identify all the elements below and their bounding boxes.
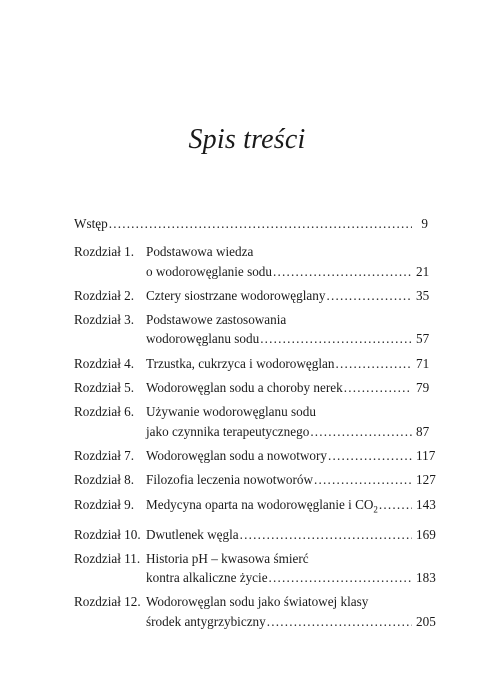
toc-entry-label: Rozdział 12. bbox=[74, 594, 141, 610]
dot-leader bbox=[267, 612, 412, 631]
toc-entry-page: 183 bbox=[416, 570, 436, 586]
toc-entry-page: 117 bbox=[416, 447, 436, 463]
toc-entry-title: Filozofia leczenia nowotworów bbox=[146, 472, 313, 488]
dot-leader bbox=[314, 470, 412, 489]
toc-line bbox=[74, 470, 436, 489]
toc-line bbox=[74, 378, 428, 397]
toc-entry-chapter-4[interactable] bbox=[74, 354, 428, 373]
dot-leader bbox=[326, 286, 412, 305]
toc-line bbox=[146, 568, 436, 587]
toc-entry-title: Cztery siostrzane wodorowęglany bbox=[146, 287, 326, 303]
toc-entry-chapter-3[interactable] bbox=[74, 310, 428, 349]
toc-line bbox=[146, 262, 428, 281]
toc-entry-label: Rozdział 2. bbox=[74, 287, 135, 303]
subscript-2: 2 bbox=[373, 504, 378, 515]
toc-entry-title: środek antygrzybiczny bbox=[146, 613, 266, 629]
page-title: Spis treści bbox=[188, 124, 306, 155]
toc-line bbox=[74, 495, 436, 520]
toc-line bbox=[74, 354, 428, 373]
toc-entry-title-text: Medycyna oparta na wodorowęglanie i CO bbox=[146, 496, 374, 512]
toc-entry-title: jako czynnika terapeutycznego bbox=[146, 423, 310, 439]
toc-line bbox=[74, 402, 428, 421]
toc-line bbox=[74, 310, 428, 329]
toc-entry-chapter-9[interactable] bbox=[74, 495, 436, 520]
toc-entry-title: kontra alkaliczne życie bbox=[146, 570, 268, 586]
dot-leader bbox=[269, 568, 412, 587]
toc-entry-title: o wodorowęglanie sodu bbox=[146, 263, 272, 279]
toc-entry-label: Rozdział 11. bbox=[74, 550, 141, 566]
toc-entry-title: Wodorowęglan sodu a nowotwory bbox=[146, 447, 327, 463]
toc-entry-title: Wodorowęglan sodu jako światowej klasy bbox=[146, 594, 369, 610]
toc-line bbox=[146, 612, 436, 631]
toc-entry-label: Rozdział 6. bbox=[74, 404, 135, 420]
toc-entry-title: Trzustka, cukrzyca i wodorowęglan bbox=[146, 355, 335, 371]
toc-entry-label: Rozdział 4. bbox=[74, 355, 135, 371]
toc-entry-chapter-8[interactable] bbox=[74, 470, 436, 489]
toc-entry-page: 79 bbox=[416, 380, 430, 396]
dot-leader bbox=[240, 525, 412, 544]
toc-entry-label: Rozdział 8. bbox=[74, 472, 135, 488]
toc-entry-label: Rozdział 10. bbox=[74, 526, 141, 542]
toc-entry-title: Historia pH – kwasowa śmierć bbox=[146, 550, 309, 566]
toc-entry-page: 71 bbox=[416, 355, 430, 371]
toc-entry-page: 143 bbox=[416, 496, 436, 512]
toc-line bbox=[74, 525, 436, 544]
dot-leader bbox=[109, 214, 412, 233]
toc-entry-chapter-7[interactable] bbox=[74, 446, 436, 465]
dot-leader bbox=[260, 329, 412, 348]
toc-entry-label: Rozdział 7. bbox=[74, 447, 135, 463]
dot-leader bbox=[379, 495, 412, 514]
toc-entry-title: Dwutlenek węgla bbox=[146, 526, 239, 542]
toc-line bbox=[146, 329, 428, 348]
toc-line bbox=[74, 592, 428, 611]
toc-entry-title: Podstawowa wiedza bbox=[146, 244, 254, 260]
toc-entry-page: 21 bbox=[416, 263, 430, 279]
toc-entry-page: 87 bbox=[416, 423, 430, 439]
toc-entry-page: 169 bbox=[416, 526, 436, 542]
toc-entry-chapter-10[interactable] bbox=[74, 525, 436, 544]
toc-line bbox=[74, 242, 428, 261]
toc-entry-chapter-11[interactable] bbox=[74, 549, 436, 588]
toc-entry-label: Rozdział 5. bbox=[74, 380, 135, 396]
toc-entry-chapter-1[interactable] bbox=[74, 242, 428, 281]
toc-entry-title: Używanie wodorowęglanu sodu bbox=[146, 404, 316, 420]
toc-entry-label: Rozdział 3. bbox=[74, 312, 135, 328]
toc-entry-page: 205 bbox=[416, 613, 436, 629]
toc-entry-label: Wstęp bbox=[74, 216, 108, 231]
table-of-contents bbox=[74, 214, 436, 636]
toc-line bbox=[146, 422, 428, 441]
dot-leader bbox=[344, 378, 412, 397]
toc-entry-chapter-2[interactable] bbox=[74, 286, 428, 305]
dot-leader bbox=[273, 262, 412, 281]
toc-entry-title: wodorowęglanu sodu bbox=[146, 331, 260, 347]
toc-entry-label: Rozdział 9. bbox=[74, 496, 135, 512]
dot-leader bbox=[310, 422, 412, 441]
toc-entry-wstep[interactable] bbox=[74, 214, 428, 233]
toc-entry-title: Wodorowęglan sodu a choroby nerek bbox=[146, 380, 343, 396]
toc-line bbox=[74, 549, 428, 568]
toc-line bbox=[74, 286, 428, 305]
toc-entry-title: Podstawowe zastosowania bbox=[146, 312, 287, 328]
toc-line bbox=[74, 214, 428, 233]
dot-leader bbox=[335, 354, 412, 373]
toc-entry-chapter-5[interactable] bbox=[74, 378, 428, 397]
toc-entry-chapter-12[interactable] bbox=[74, 592, 436, 631]
toc-entry-label: Rozdział 1. bbox=[74, 244, 135, 260]
dot-leader bbox=[328, 446, 412, 465]
toc-entry-title bbox=[146, 495, 378, 520]
toc-entry-page: 9 bbox=[421, 216, 428, 231]
toc-entry-page: 127 bbox=[416, 472, 436, 488]
toc-entry-page: 57 bbox=[416, 331, 430, 347]
toc-entry-page: 35 bbox=[416, 287, 430, 303]
toc-line bbox=[74, 446, 436, 465]
toc-entry-chapter-6[interactable] bbox=[74, 402, 428, 441]
